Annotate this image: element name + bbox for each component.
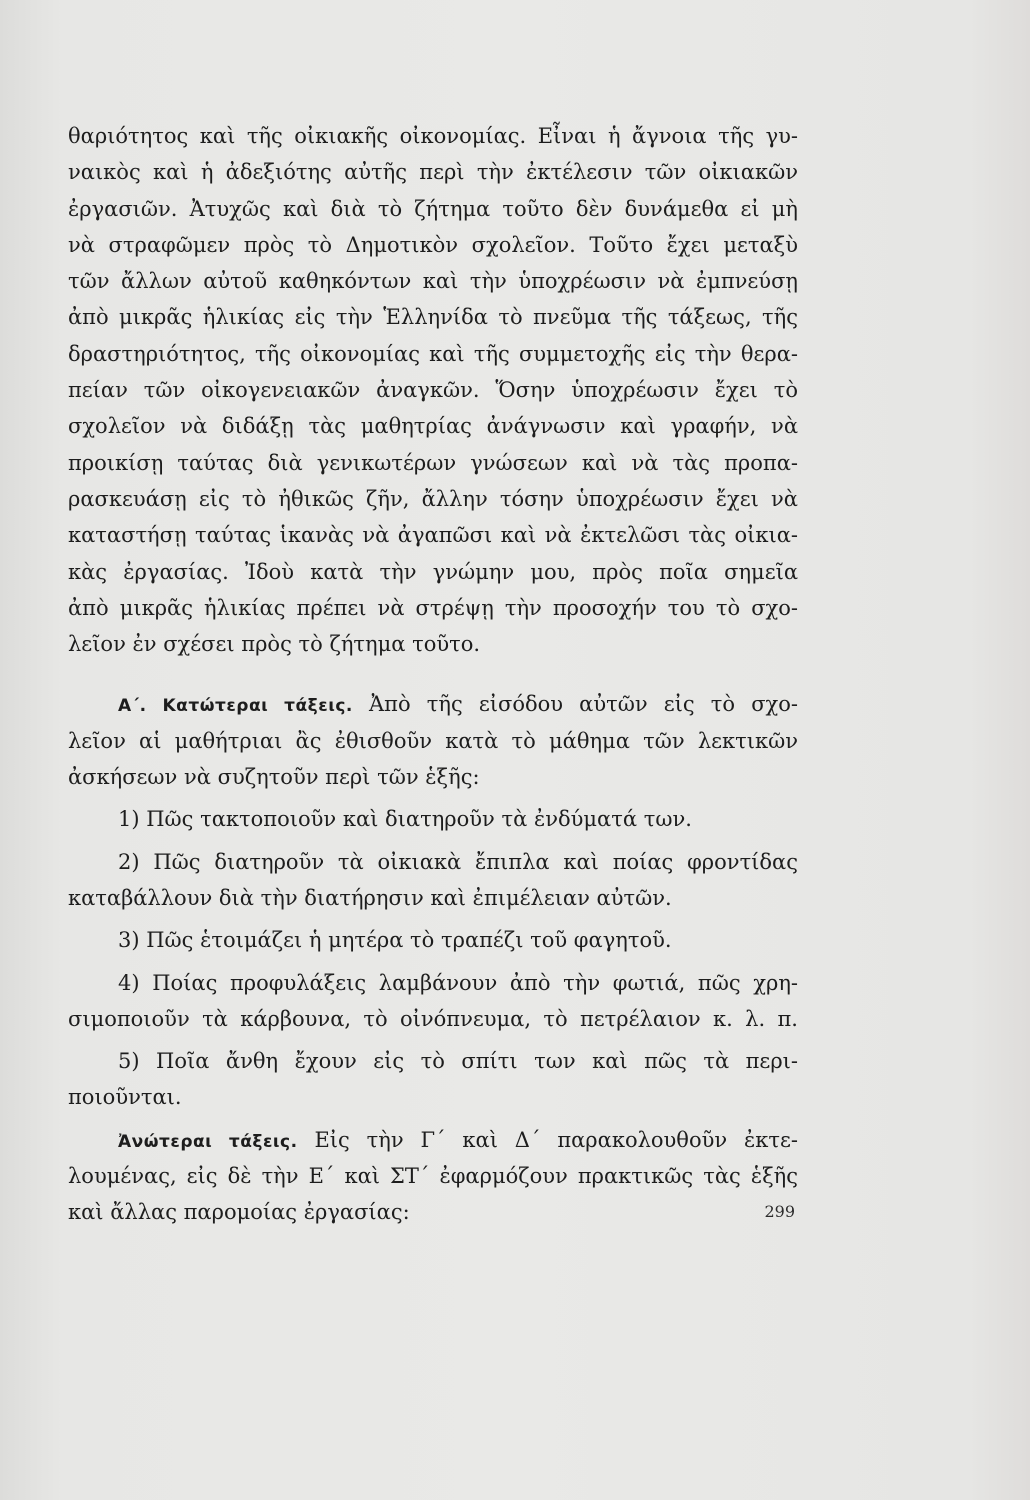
section-a-first-line: [68, 686, 798, 722]
text-line: δραστηριότητος, τῆς οἰκονομίας καὶ τῆς συμμετοχῆς εἰς τὴν θερα-: [68, 341, 798, 366]
text-line: καταστήσῃ ταύτας ἱκανὰς νὰ ἀγαπῶσι καὶ νὰ ἐκτελῶσι τὰς οἰκια-: [68, 523, 798, 548]
section-b-text: Εἰς τὴν Γ΄ καὶ Δ΄ παρακολουθοῦν ἐκτε-: [314, 1127, 798, 1152]
text-line: θαριότητος καὶ τῆς οἰκιακῆς οἰκονομίας. Εἶναι ἡ ἄγνοια τῆς γυ-: [68, 124, 798, 148]
section-heading: Ἀνώτεραι τάξεις.: [118, 1131, 298, 1152]
section-b-first-line: [68, 1122, 798, 1158]
list-item-continuation: σιμοποιοῦν τὰ κάρβουνα, τὸ οἰνόπνευμα, τὸ πετρέλαιον κ. λ. π.: [68, 1006, 798, 1031]
text-line: νὰ στραφῶμεν πρὸς τὸ Δημοτικὸν σχολεῖον. Τοῦτο ἔχει μεταξὺ: [68, 232, 798, 257]
list-item: 3) Πῶς ἑτοιμάζει ἡ μητέρα τὸ τραπέζι τοῦ φαγητοῦ.: [118, 928, 672, 953]
list-item-continuation: ποιοῦνται.: [68, 1085, 182, 1110]
list-item: 5) Ποῖα ἄνθη ἔχουν εἰς τὸ σπίτι των καὶ πῶς τὰ περι-: [118, 1049, 798, 1074]
section-a-text: Ἀπὸ τῆς εἰσόδου αὐτῶν εἰς τὸ σχο-: [369, 692, 798, 717]
section-heading: Α΄. Κατώτεραι τάξεις.: [118, 696, 353, 717]
text-line: ἀσκήσεων νὰ συζητοῦν περὶ τῶν ἑξῆς:: [68, 765, 480, 790]
text-line: πείαν τῶν οἰκογενειακῶν ἀναγκῶν. Ὅσην ὑποχρέωσιν ἔχει τὸ: [68, 378, 798, 403]
text-line: ναικὸς καὶ ἡ ἀδεξιότης αὐτῆς περὶ τὴν ἐκτέλεσιν τῶν οἰκιακῶν: [68, 160, 798, 185]
list-item: 2) Πῶς διατηροῦν τὰ οἰκιακὰ ἔπιπλα καὶ ποίας φροντίδας: [118, 849, 798, 874]
list-item-continuation: καταβάλλουν διὰ τὴν διατήρησιν καὶ ἐπιμέλειαν αὐτῶν.: [68, 885, 672, 910]
text-line: λεῖον αἱ μαθήτριαι ἂς ἐθισθοῦν κατὰ τὸ μάθημα τῶν λεκτικῶν: [68, 728, 798, 753]
text-line: λεῖον ἐν σχέσει πρὸς τὸ ζήτημα τοῦτο.: [68, 632, 481, 657]
text-line: ἀπὸ μικρᾶς ἡλικίας εἰς τὴν Ἑλληνίδα τὸ πνεῦμα τῆς τάξεως, τῆς: [68, 305, 798, 330]
text-line: τῶν ἄλλων αὐτοῦ καθηκόντων καὶ τὴν ὑποχρέωσιν νὰ ἐμπνεύσῃ: [68, 269, 798, 294]
text-line: ρασκευάσῃ εἰς τὸ ἠθικῶς ζῆν, ἄλλην τόσην ὑποχρέωσιν ἔχει νὰ: [68, 486, 798, 511]
text-line: ἀπὸ μικρᾶς ἡλικίας πρέπει νὰ στρέψῃ τὴν προσοχήν του τὸ σχο-: [68, 595, 798, 620]
page-number: 299: [764, 1202, 795, 1221]
text-line: κὰς ἐργασίας. Ἰδοὺ κατὰ τὴν γνώμην μου, πρὸς ποῖα σημεῖα: [68, 559, 798, 584]
text-line: ἐργασιῶν. Ἀτυχῶς καὶ διὰ τὸ ζήτημα τοῦτο δὲν δυνάμεθα εἰ μὴ: [68, 196, 798, 221]
page-text: [68, 118, 798, 1231]
list-item: 1) Πῶς τακτοποιοῦν καὶ διατηροῦν τὰ ἐνδύματά των.: [118, 807, 692, 832]
text-line: σχολεῖον νὰ διδάξῃ τὰς μαθητρίας ἀνάγνωσιν καὶ γραφήν, νὰ: [68, 414, 798, 439]
text-line: προικίσῃ ταύτας διὰ γενικωτέρων γνώσεων καὶ νὰ τὰς προπα-: [68, 450, 798, 475]
text-line: λουμένας, εἰς δὲ τὴν Ε΄ καὶ ΣΤ΄ ἐφαρμόζουν πρακτικῶς τὰς ἑξῆς: [68, 1164, 798, 1189]
list-item: 4) Ποίας προφυλάξεις λαμβάνουν ἀπὸ τὴν φωτιά, πῶς χρη-: [118, 970, 798, 995]
text-line: καὶ ἄλλας παρομοίας ἐργασίας:: [68, 1200, 410, 1225]
